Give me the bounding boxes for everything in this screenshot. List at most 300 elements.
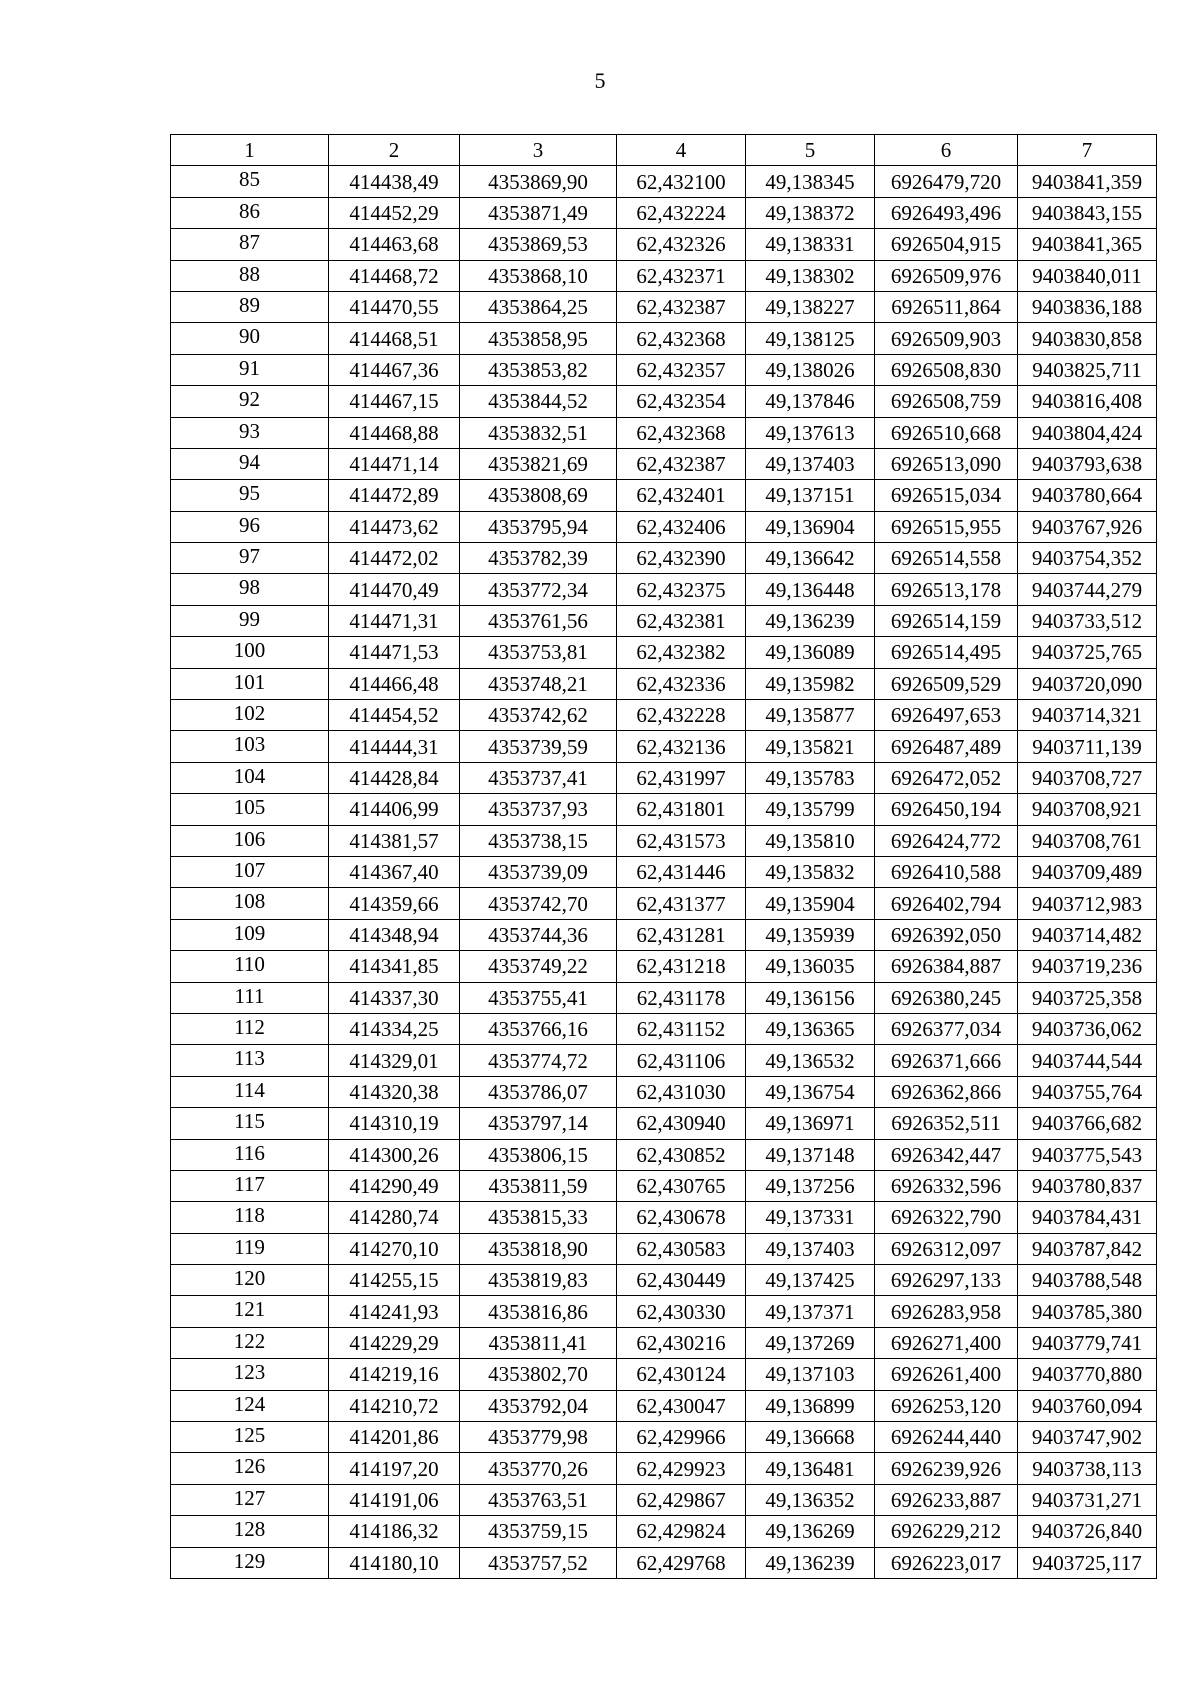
longitude-cell: 49,135982 [746,668,875,699]
table-row [171,1139,1157,1170]
longitude-cell: 49,135877 [746,700,875,731]
longitude-cell: 49,138302 [746,260,875,291]
longitude-cell: 49,137256 [746,1170,875,1201]
y-coordinate-cell: 4353864,25 [460,291,617,322]
table-row [171,480,1157,511]
point-number-cell: 96 [171,511,329,542]
y2-coordinate-cell: 9403785,380 [1018,1296,1157,1327]
y-coordinate-cell: 4353816,86 [460,1296,617,1327]
longitude-cell: 49,137331 [746,1202,875,1233]
point-number-cell: 103 [171,731,329,762]
x2-coordinate-cell: 6926514,495 [875,637,1018,668]
latitude-cell: 62,432354 [617,386,746,417]
y2-coordinate-cell: 9403804,424 [1018,417,1157,448]
latitude-cell: 62,432224 [617,197,746,228]
longitude-cell: 49,137846 [746,386,875,417]
y-coordinate-cell: 4353792,04 [460,1390,617,1421]
latitude-cell: 62,430583 [617,1233,746,1264]
longitude-cell: 49,136481 [746,1453,875,1484]
table-row [171,448,1157,479]
longitude-cell: 49,137151 [746,480,875,511]
table-row [171,1359,1157,1390]
x-coordinate-cell: 414270,10 [329,1233,460,1264]
table-row [171,888,1157,919]
latitude-cell: 62,432228 [617,700,746,731]
longitude-cell: 49,137103 [746,1359,875,1390]
y2-coordinate-cell: 9403733,512 [1018,605,1157,636]
x2-coordinate-cell: 6926450,194 [875,794,1018,825]
x2-coordinate-cell: 6926297,133 [875,1265,1018,1296]
latitude-cell: 62,432100 [617,166,746,197]
x-coordinate-cell: 414334,25 [329,1013,460,1044]
x-coordinate-cell: 414229,29 [329,1327,460,1358]
x2-coordinate-cell: 6926509,903 [875,323,1018,354]
latitude-cell: 62,432401 [617,480,746,511]
x-coordinate-cell: 414471,31 [329,605,460,636]
x2-coordinate-cell: 6926332,596 [875,1170,1018,1201]
y-coordinate-cell: 4353815,33 [460,1202,617,1233]
longitude-cell: 49,137425 [746,1265,875,1296]
y2-coordinate-cell: 9403779,741 [1018,1327,1157,1358]
table-row [171,197,1157,228]
column-header-3: 3 [460,135,617,166]
point-number-cell: 115 [171,1108,329,1139]
y2-coordinate-cell: 9403714,482 [1018,919,1157,950]
x-coordinate-cell: 414348,94 [329,919,460,950]
table-header [171,135,1157,166]
x-coordinate-cell: 414428,84 [329,762,460,793]
point-number-cell: 89 [171,291,329,322]
y-coordinate-cell: 4353844,52 [460,386,617,417]
latitude-cell: 62,430678 [617,1202,746,1233]
x-coordinate-cell: 414367,40 [329,856,460,887]
x2-coordinate-cell: 6926472,052 [875,762,1018,793]
point-number-cell: 99 [171,605,329,636]
y2-coordinate-cell: 9403725,765 [1018,637,1157,668]
y-coordinate-cell: 4353766,16 [460,1013,617,1044]
table-row [171,417,1157,448]
x-coordinate-cell: 414470,49 [329,574,460,605]
longitude-cell: 49,136365 [746,1013,875,1044]
latitude-cell: 62,431573 [617,825,746,856]
x-coordinate-cell: 414438,49 [329,166,460,197]
longitude-cell: 49,136269 [746,1516,875,1547]
y-coordinate-cell: 4353811,59 [460,1170,617,1201]
point-number-cell: 92 [171,386,329,417]
table-row [171,825,1157,856]
x2-coordinate-cell: 6926371,666 [875,1045,1018,1076]
x-coordinate-cell: 414210,72 [329,1390,460,1421]
x2-coordinate-cell: 6926504,915 [875,229,1018,260]
x2-coordinate-cell: 6926515,034 [875,480,1018,511]
y2-coordinate-cell: 9403775,543 [1018,1139,1157,1170]
table-row [171,637,1157,668]
point-number-cell: 110 [171,951,329,982]
x-coordinate-cell: 414468,51 [329,323,460,354]
point-number-cell: 111 [171,982,329,1013]
latitude-cell: 62,432357 [617,354,746,385]
table-row [171,605,1157,636]
point-number-cell: 119 [171,1233,329,1264]
y-coordinate-cell: 4353806,15 [460,1139,617,1170]
y2-coordinate-cell: 9403725,358 [1018,982,1157,1013]
latitude-cell: 62,432368 [617,323,746,354]
y-coordinate-cell: 4353818,90 [460,1233,617,1264]
x-coordinate-cell: 414219,16 [329,1359,460,1390]
y-coordinate-cell: 4353744,36 [460,919,617,950]
x-coordinate-cell: 414468,72 [329,260,460,291]
x-coordinate-cell: 414444,31 [329,731,460,762]
x-coordinate-cell: 414471,14 [329,448,460,479]
x-coordinate-cell: 414472,89 [329,480,460,511]
longitude-cell: 49,137403 [746,1233,875,1264]
y2-coordinate-cell: 9403708,727 [1018,762,1157,793]
point-number-cell: 124 [171,1390,329,1421]
longitude-cell: 49,135832 [746,856,875,887]
x-coordinate-cell: 414191,06 [329,1484,460,1515]
table-row [171,856,1157,887]
y2-coordinate-cell: 9403744,544 [1018,1045,1157,1076]
point-number-cell: 91 [171,354,329,385]
y2-coordinate-cell: 9403708,761 [1018,825,1157,856]
y-coordinate-cell: 4353868,10 [460,260,617,291]
x2-coordinate-cell: 6926352,511 [875,1108,1018,1139]
column-header-2: 2 [329,135,460,166]
x2-coordinate-cell: 6926253,120 [875,1390,1018,1421]
x2-coordinate-cell: 6926244,440 [875,1422,1018,1453]
latitude-cell: 62,432390 [617,543,746,574]
y2-coordinate-cell: 9403766,682 [1018,1108,1157,1139]
y2-coordinate-cell: 9403738,113 [1018,1453,1157,1484]
latitude-cell: 62,431178 [617,982,746,1013]
x-coordinate-cell: 414472,02 [329,543,460,574]
x2-coordinate-cell: 6926513,178 [875,574,1018,605]
y2-coordinate-cell: 9403780,837 [1018,1170,1157,1201]
x-coordinate-cell: 414466,48 [329,668,460,699]
y2-coordinate-cell: 9403755,764 [1018,1076,1157,1107]
longitude-cell: 49,136035 [746,951,875,982]
longitude-cell: 49,137613 [746,417,875,448]
point-number-cell: 101 [171,668,329,699]
x-coordinate-cell: 414406,99 [329,794,460,825]
y-coordinate-cell: 4353802,70 [460,1359,617,1390]
table-row [171,511,1157,542]
y2-coordinate-cell: 9403725,117 [1018,1547,1157,1578]
table-row [171,166,1157,197]
longitude-cell: 49,137403 [746,448,875,479]
coordinates-table [170,134,1157,1579]
y-coordinate-cell: 4353749,22 [460,951,617,982]
x2-coordinate-cell: 6926380,245 [875,982,1018,1013]
x2-coordinate-cell: 6926508,830 [875,354,1018,385]
point-number-cell: 109 [171,919,329,950]
x2-coordinate-cell: 6926377,034 [875,1013,1018,1044]
longitude-cell: 49,136904 [746,511,875,542]
y-coordinate-cell: 4353808,69 [460,480,617,511]
column-header-1: 1 [171,135,329,166]
x2-coordinate-cell: 6926493,496 [875,197,1018,228]
latitude-cell: 62,430449 [617,1265,746,1296]
y2-coordinate-cell: 9403720,090 [1018,668,1157,699]
table-row [171,1108,1157,1139]
y2-coordinate-cell: 9403840,011 [1018,260,1157,291]
latitude-cell: 62,430940 [617,1108,746,1139]
x-coordinate-cell: 414201,86 [329,1422,460,1453]
y-coordinate-cell: 4353772,34 [460,574,617,605]
point-number-cell: 90 [171,323,329,354]
y-coordinate-cell: 4353742,70 [460,888,617,919]
point-number-cell: 127 [171,1484,329,1515]
longitude-cell: 49,138331 [746,229,875,260]
point-number-cell: 88 [171,260,329,291]
latitude-cell: 62,430047 [617,1390,746,1421]
latitude-cell: 62,430124 [617,1359,746,1390]
y2-coordinate-cell: 9403816,408 [1018,386,1157,417]
x-coordinate-cell: 414186,32 [329,1516,460,1547]
longitude-cell: 49,137269 [746,1327,875,1358]
longitude-cell: 49,136239 [746,605,875,636]
x2-coordinate-cell: 6926261,400 [875,1359,1018,1390]
x-coordinate-cell: 414463,68 [329,229,460,260]
y2-coordinate-cell: 9403836,188 [1018,291,1157,322]
point-number-cell: 123 [171,1359,329,1390]
y2-coordinate-cell: 9403747,902 [1018,1422,1157,1453]
x-coordinate-cell: 414452,29 [329,197,460,228]
y2-coordinate-cell: 9403841,359 [1018,166,1157,197]
point-number-cell: 100 [171,637,329,668]
longitude-cell: 49,135799 [746,794,875,825]
table-row [171,1453,1157,1484]
x-coordinate-cell: 414180,10 [329,1547,460,1578]
y-coordinate-cell: 4353795,94 [460,511,617,542]
table-row [171,1013,1157,1044]
y-coordinate-cell: 4353763,51 [460,1484,617,1515]
x2-coordinate-cell: 6926509,529 [875,668,1018,699]
x-coordinate-cell: 414280,74 [329,1202,460,1233]
point-number-cell: 93 [171,417,329,448]
y2-coordinate-cell: 9403712,983 [1018,888,1157,919]
y2-coordinate-cell: 9403760,094 [1018,1390,1157,1421]
table-row [171,982,1157,1013]
point-number-cell: 107 [171,856,329,887]
x-coordinate-cell: 414454,52 [329,700,460,731]
y2-coordinate-cell: 9403793,638 [1018,448,1157,479]
column-header-6: 6 [875,135,1018,166]
header-row [171,135,1157,166]
x-coordinate-cell: 414473,62 [329,511,460,542]
x2-coordinate-cell: 6926479,720 [875,166,1018,197]
latitude-cell: 62,431997 [617,762,746,793]
latitude-cell: 62,429966 [617,1422,746,1453]
table-row [171,1296,1157,1327]
x2-coordinate-cell: 6926515,955 [875,511,1018,542]
x2-coordinate-cell: 6926410,588 [875,856,1018,887]
x2-coordinate-cell: 6926510,668 [875,417,1018,448]
point-number-cell: 122 [171,1327,329,1358]
column-header-4: 4 [617,135,746,166]
point-number-cell: 94 [171,448,329,479]
longitude-cell: 49,138125 [746,323,875,354]
point-number-cell: 117 [171,1170,329,1201]
point-number-cell: 104 [171,762,329,793]
table-row [171,1076,1157,1107]
point-number-cell: 106 [171,825,329,856]
y-coordinate-cell: 4353774,72 [460,1045,617,1076]
page-number: 5 [594,68,606,93]
x-coordinate-cell: 414359,66 [329,888,460,919]
y-coordinate-cell: 4353821,69 [460,448,617,479]
x2-coordinate-cell: 6926239,926 [875,1453,1018,1484]
y-coordinate-cell: 4353738,15 [460,825,617,856]
y-coordinate-cell: 4353757,52 [460,1547,617,1578]
table-row [171,291,1157,322]
x-coordinate-cell: 414468,88 [329,417,460,448]
point-number-cell: 105 [171,794,329,825]
point-number-cell: 87 [171,229,329,260]
x2-coordinate-cell: 6926312,097 [875,1233,1018,1264]
y-coordinate-cell: 4353819,83 [460,1265,617,1296]
point-number-cell: 102 [171,700,329,731]
table-row [171,1170,1157,1201]
table-row [171,1422,1157,1453]
latitude-cell: 62,429768 [617,1547,746,1578]
point-number-cell: 121 [171,1296,329,1327]
x2-coordinate-cell: 6926223,017 [875,1547,1018,1578]
y2-coordinate-cell: 9403754,352 [1018,543,1157,574]
table-row [171,543,1157,574]
x2-coordinate-cell: 6926283,958 [875,1296,1018,1327]
y2-coordinate-cell: 9403731,271 [1018,1484,1157,1515]
point-number-cell: 85 [171,166,329,197]
x-coordinate-cell: 414320,38 [329,1076,460,1107]
latitude-cell: 62,432387 [617,448,746,479]
latitude-cell: 62,432381 [617,605,746,636]
y2-coordinate-cell: 9403711,139 [1018,731,1157,762]
latitude-cell: 62,432382 [617,637,746,668]
x2-coordinate-cell: 6926233,887 [875,1484,1018,1515]
x-coordinate-cell: 414300,26 [329,1139,460,1170]
y-coordinate-cell: 4353761,56 [460,605,617,636]
x2-coordinate-cell: 6926511,864 [875,291,1018,322]
latitude-cell: 62,431152 [617,1013,746,1044]
y-coordinate-cell: 4353797,14 [460,1108,617,1139]
table-row [171,731,1157,762]
y-coordinate-cell: 4353811,41 [460,1327,617,1358]
y-coordinate-cell: 4353786,07 [460,1076,617,1107]
longitude-cell: 49,135783 [746,762,875,793]
x-coordinate-cell: 414467,36 [329,354,460,385]
latitude-cell: 62,429867 [617,1484,746,1515]
y2-coordinate-cell: 9403780,664 [1018,480,1157,511]
y-coordinate-cell: 4353755,41 [460,982,617,1013]
y-coordinate-cell: 4353748,21 [460,668,617,699]
longitude-cell: 49,135904 [746,888,875,919]
longitude-cell: 49,138372 [746,197,875,228]
x-coordinate-cell: 414197,20 [329,1453,460,1484]
longitude-cell: 49,137148 [746,1139,875,1170]
latitude-cell: 62,430330 [617,1296,746,1327]
y2-coordinate-cell: 9403784,431 [1018,1202,1157,1233]
table-row [171,1390,1157,1421]
point-number-cell: 126 [171,1453,329,1484]
table-row [171,1484,1157,1515]
table-row [171,1547,1157,1578]
longitude-cell: 49,138227 [746,291,875,322]
longitude-cell: 49,135939 [746,919,875,950]
table-row [171,1265,1157,1296]
table-row [171,574,1157,605]
x-coordinate-cell: 414290,49 [329,1170,460,1201]
y2-coordinate-cell: 9403843,155 [1018,197,1157,228]
longitude-cell: 49,137371 [746,1296,875,1327]
y-coordinate-cell: 4353742,62 [460,700,617,731]
point-number-cell: 112 [171,1013,329,1044]
latitude-cell: 62,430216 [617,1327,746,1358]
x2-coordinate-cell: 6926362,866 [875,1076,1018,1107]
x2-coordinate-cell: 6926513,090 [875,448,1018,479]
x2-coordinate-cell: 6926514,159 [875,605,1018,636]
latitude-cell: 62,432371 [617,260,746,291]
x2-coordinate-cell: 6926497,653 [875,700,1018,731]
x2-coordinate-cell: 6926509,976 [875,260,1018,291]
y2-coordinate-cell: 9403709,489 [1018,856,1157,887]
table-row [171,1202,1157,1233]
x-coordinate-cell: 414255,15 [329,1265,460,1296]
longitude-cell: 49,136971 [746,1108,875,1139]
column-header-5: 5 [746,135,875,166]
point-number-cell: 120 [171,1265,329,1296]
latitude-cell: 62,430852 [617,1139,746,1170]
latitude-cell: 62,430765 [617,1170,746,1201]
x2-coordinate-cell: 6926384,887 [875,951,1018,982]
y2-coordinate-cell: 9403744,279 [1018,574,1157,605]
point-number-cell: 86 [171,197,329,228]
y2-coordinate-cell: 9403714,321 [1018,700,1157,731]
x2-coordinate-cell: 6926322,790 [875,1202,1018,1233]
y-coordinate-cell: 4353869,90 [460,166,617,197]
y2-coordinate-cell: 9403787,842 [1018,1233,1157,1264]
y-coordinate-cell: 4353739,59 [460,731,617,762]
y2-coordinate-cell: 9403825,711 [1018,354,1157,385]
table-row [171,1327,1157,1358]
x-coordinate-cell: 414310,19 [329,1108,460,1139]
longitude-cell: 49,135810 [746,825,875,856]
x-coordinate-cell: 414470,55 [329,291,460,322]
longitude-cell: 49,136089 [746,637,875,668]
x-coordinate-cell: 414241,93 [329,1296,460,1327]
x2-coordinate-cell: 6926271,400 [875,1327,1018,1358]
x2-coordinate-cell: 6926229,212 [875,1516,1018,1547]
latitude-cell: 62,432336 [617,668,746,699]
x2-coordinate-cell: 6926514,558 [875,543,1018,574]
x-coordinate-cell: 414471,53 [329,637,460,668]
latitude-cell: 62,429923 [617,1453,746,1484]
point-number-cell: 128 [171,1516,329,1547]
point-number-cell: 113 [171,1045,329,1076]
y-coordinate-cell: 4353770,26 [460,1453,617,1484]
longitude-cell: 49,136899 [746,1390,875,1421]
y2-coordinate-cell: 9403767,926 [1018,511,1157,542]
latitude-cell: 62,431030 [617,1076,746,1107]
latitude-cell: 62,431106 [617,1045,746,1076]
x2-coordinate-cell: 6926508,759 [875,386,1018,417]
x2-coordinate-cell: 6926424,772 [875,825,1018,856]
table-row [171,1516,1157,1547]
latitude-cell: 62,431801 [617,794,746,825]
longitude-cell: 49,136668 [746,1422,875,1453]
y2-coordinate-cell: 9403830,858 [1018,323,1157,354]
y2-coordinate-cell: 9403736,062 [1018,1013,1157,1044]
